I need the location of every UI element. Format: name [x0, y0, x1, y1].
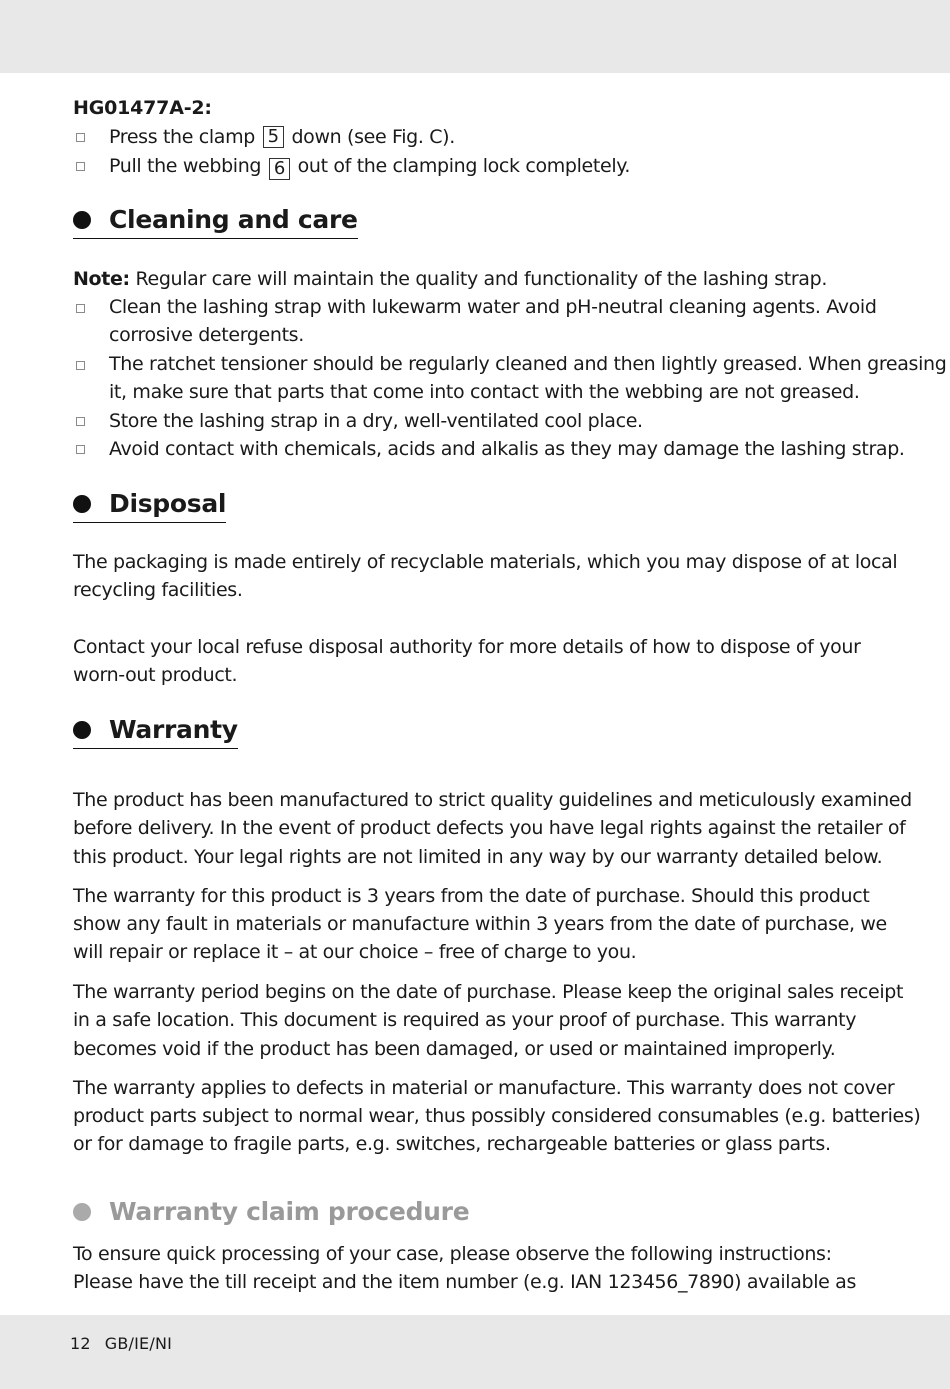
paragraph-line: The warranty applies to defects in material or manufacture. This warranty does not cover — [73, 1077, 895, 1099]
paragraph-line: The packaging is made entirely of recyclable materials, which you may dispose of at local — [73, 551, 898, 573]
paragraph-line: The product has been manufactured to strict quality guidelines and meticulously examined — [73, 789, 912, 811]
top-margin-band — [0, 0, 950, 73]
paragraph-line: product parts subject to normal wear, thus possibly considered consumables (e.g. batteries) — [73, 1105, 921, 1127]
paragraph-line: becomes void if the product has been damaged, or used or maintained improperly. — [73, 1038, 836, 1060]
heading-text: Warranty claim procedure — [109, 1197, 470, 1226]
region-label: GB/IE/NI — [104, 1334, 173, 1353]
list-item: The ratchet tensioner should be regularly cleaned and then lightly greased. When greasing — [109, 353, 947, 375]
step-text: out of the clamping lock completely. — [297, 155, 631, 177]
paragraph-line: before delivery. In the event of product defects you have legal rights against the retailer of — [73, 817, 906, 839]
step-text: Press the clamp — [109, 126, 255, 148]
checkbox-bullet — [76, 162, 85, 171]
list-item: Clean the lashing strap with lukewarm water and pH-neutral cleaning agents. Avoid — [109, 296, 877, 318]
section-heading-cleaning — [73, 203, 358, 237]
step-pull-webbing — [109, 152, 630, 180]
bullet-dot-icon — [73, 721, 91, 739]
paragraph-line: To ensure quick processing of your case, please observe the following instructions: — [73, 1243, 832, 1265]
heading-text: Cleaning and care — [109, 205, 358, 234]
step-press-clamp — [109, 123, 455, 151]
checkbox-bullet — [76, 417, 85, 426]
paragraph-line: The warranty for this product is 3 years from the date of purchase. Should this product — [73, 885, 870, 907]
checkbox-bullet — [76, 445, 85, 454]
paragraph-line: show any fault in materials or manufacture within 3 years from the date of purchase, we — [73, 913, 887, 935]
checkbox-bullet — [76, 304, 85, 313]
paragraph-line: in a safe location. This document is required as your proof of purchase. This warranty — [73, 1009, 857, 1031]
paragraph-line: this product. Your legal rights are not limited in any way by our warranty detailed below. — [73, 846, 883, 868]
paragraph-line: Please have the till receipt and the item number (e.g. IAN 123456_7890) available as — [73, 1271, 857, 1293]
heading-underline — [73, 748, 238, 749]
list-item: Store the lashing strap in a dry, well-ventilated cool place. — [109, 410, 643, 432]
heading-underline — [73, 522, 226, 523]
list-item-continued: it, make sure that parts that come into contact with the webbing are not greased. — [109, 381, 860, 403]
step-text: Pull the webbing — [109, 155, 262, 177]
paragraph-line: Contact your local refuse disposal authority for more details of how to dispose of your — [73, 636, 861, 658]
paragraph-line: recycling facilities. — [73, 579, 243, 601]
checkbox-bullet — [76, 361, 85, 370]
bullet-dot-icon — [73, 495, 91, 513]
page-footer — [70, 1334, 172, 1353]
section-heading-warranty — [73, 713, 238, 747]
paragraph-line: will repair or replace it – at our choice – free of charge to you. — [73, 941, 637, 963]
step-text: down (see Fig. C). — [291, 126, 455, 148]
section-heading-claim — [73, 1195, 469, 1229]
heading-underline — [73, 238, 358, 239]
bullet-dot-icon — [73, 211, 91, 229]
heading-text: Disposal — [109, 489, 227, 518]
model-heading: HG01477A-2: — [73, 97, 212, 119]
part-number-box: 5 — [263, 126, 284, 148]
note-text: Regular care will maintain the quality and functionality of the lashing strap. — [135, 268, 828, 290]
paragraph-line: The warranty period begins on the date of purchase. Please keep the original sales receipt — [73, 981, 904, 1003]
part-number-box: 6 — [269, 158, 290, 180]
note-paragraph — [73, 265, 827, 293]
paragraph-line: worn-out product. — [73, 664, 238, 686]
heading-text: Warranty — [109, 715, 238, 744]
page-number: 12 — [70, 1334, 91, 1353]
list-item-continued: corrosive detergents. — [109, 324, 304, 346]
section-heading-disposal — [73, 487, 226, 521]
note-label: Note: — [73, 268, 130, 290]
list-item: Avoid contact with chemicals, acids and alkalis as they may damage the lashing strap. — [109, 438, 905, 460]
bullet-dot-icon — [73, 1203, 91, 1221]
paragraph-line: or for damage to fragile parts, e.g. switches, rechargeable batteries or glass parts. — [73, 1133, 831, 1155]
checkbox-bullet — [76, 133, 85, 142]
